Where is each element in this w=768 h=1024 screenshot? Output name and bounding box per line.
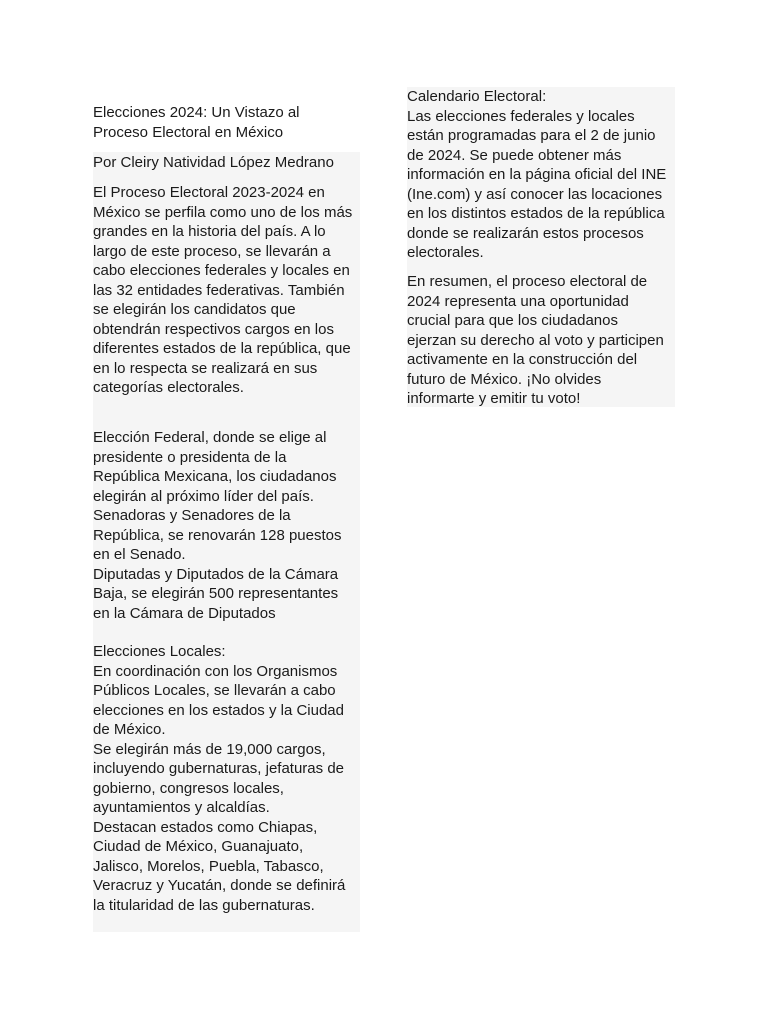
text-line: En coordinación con los Organismos bbox=[93, 662, 338, 680]
summary-paragraph bbox=[407, 272, 675, 409]
text-line: Baja, se elegirán 500 representantes bbox=[93, 585, 339, 602]
text-line: en los distintos estados de la república bbox=[407, 205, 665, 222]
local-elections-paragraph bbox=[93, 642, 360, 915]
text-line: crucial para que los ciudadanos bbox=[407, 312, 618, 329]
text-line: México se perfila como uno de los más bbox=[93, 203, 353, 221]
text-line: en la Cámara de Diputados bbox=[93, 604, 276, 622]
text-line: gobierno, congresos locales, bbox=[93, 779, 284, 797]
text-line: elecciones en los estados y la Ciudad bbox=[93, 701, 344, 719]
text-line: ayuntamientos y alcaldías. bbox=[93, 799, 270, 816]
left-column bbox=[93, 152, 360, 932]
text-line: largo de este proceso, se llevarán a bbox=[93, 242, 331, 260]
title-line: Elecciones 2024: Un Vistazo al bbox=[93, 104, 300, 121]
article-title bbox=[93, 103, 363, 142]
text-line: la titularidad de las gubernaturas. bbox=[93, 896, 315, 914]
text-line: categorías electorales. bbox=[93, 379, 244, 396]
text-line: Veracruz y Yucatán, donde se definirá bbox=[93, 877, 346, 894]
text-line: Destacan estados como Chiapas, bbox=[93, 818, 318, 836]
text-line: en lo respecta se realizará en sus bbox=[93, 359, 318, 377]
text-line: obtendrán respectivos cargos en los bbox=[93, 320, 334, 338]
text-line: electorales. bbox=[407, 244, 484, 261]
text-line: 2024 representa una oportunidad bbox=[407, 292, 629, 310]
text-line: elegirán al próximo líder del país. bbox=[93, 487, 314, 505]
text-line: Calendario Electoral: bbox=[407, 88, 547, 105]
text-line: ejerzan su derecho al voto y participen bbox=[407, 331, 664, 349]
text-line: Elección Federal, donde se elige al bbox=[93, 429, 327, 446]
text-line: El Proceso Electoral 2023-2024 en bbox=[93, 184, 325, 201]
text-line: en el Senado. bbox=[93, 546, 186, 563]
text-line: donde se realizarán estos procesos bbox=[407, 224, 644, 242]
text-line: Las elecciones federales y locales bbox=[407, 107, 635, 125]
calendar-paragraph bbox=[407, 87, 675, 263]
text-line: Elecciones Locales: bbox=[93, 643, 226, 660]
text-line: grandes en la historia del país. A lo bbox=[93, 223, 326, 240]
author-name: Por Cleiry Natividad López Medrano bbox=[93, 154, 334, 171]
text-line: República, se renovarán 128 puestos bbox=[93, 526, 342, 544]
text-line: Diputadas y Diputados de la Cámara bbox=[93, 565, 339, 583]
text-line: de 2024. Se puede obtener más bbox=[407, 146, 622, 164]
text-line: se elegirán los candidatos que bbox=[93, 301, 296, 318]
text-line: informarte y emitir tu voto! bbox=[407, 390, 581, 407]
text-line: Senadoras y Senadores de la bbox=[93, 507, 291, 524]
author-line bbox=[93, 153, 360, 173]
text-line: diferentes estados de la república, que bbox=[93, 340, 351, 357]
text-line: incluyendo gubernaturas, jefaturas de bbox=[93, 760, 345, 777]
text-line: presidente o presidenta de la bbox=[93, 448, 287, 466]
federal-election-paragraph bbox=[93, 428, 360, 623]
text-line: En resumen, el proceso electoral de bbox=[407, 273, 648, 290]
text-line: Públicos Locales, se llevarán a cabo bbox=[93, 682, 336, 699]
text-line: están programadas para el 2 de junio bbox=[407, 127, 656, 144]
text-line: futuro de México. ¡No olvides bbox=[407, 370, 602, 388]
text-line: (Ine.com) y así conocer las locaciones bbox=[407, 185, 663, 203]
text-line: activamente en la construcción del bbox=[407, 351, 638, 368]
text-line: las 32 entidades federativas. También bbox=[93, 281, 345, 299]
text-line: República Mexicana, los ciudadanos bbox=[93, 468, 337, 485]
right-column bbox=[407, 87, 675, 407]
text-line: Se elegirán más de 19,000 cargos, bbox=[93, 740, 326, 758]
intro-paragraph bbox=[93, 183, 360, 398]
title-line: Proceso Electoral en México bbox=[93, 123, 284, 141]
text-line: de México. bbox=[93, 721, 166, 738]
text-line: Jalisco, Morelos, Puebla, Tabasco, bbox=[93, 857, 324, 875]
text-line: cabo elecciones federales y locales en bbox=[93, 262, 350, 279]
text-line: información en la página oficial del INE bbox=[407, 166, 667, 183]
text-line: Ciudad de México, Guanajuato, bbox=[93, 838, 304, 855]
